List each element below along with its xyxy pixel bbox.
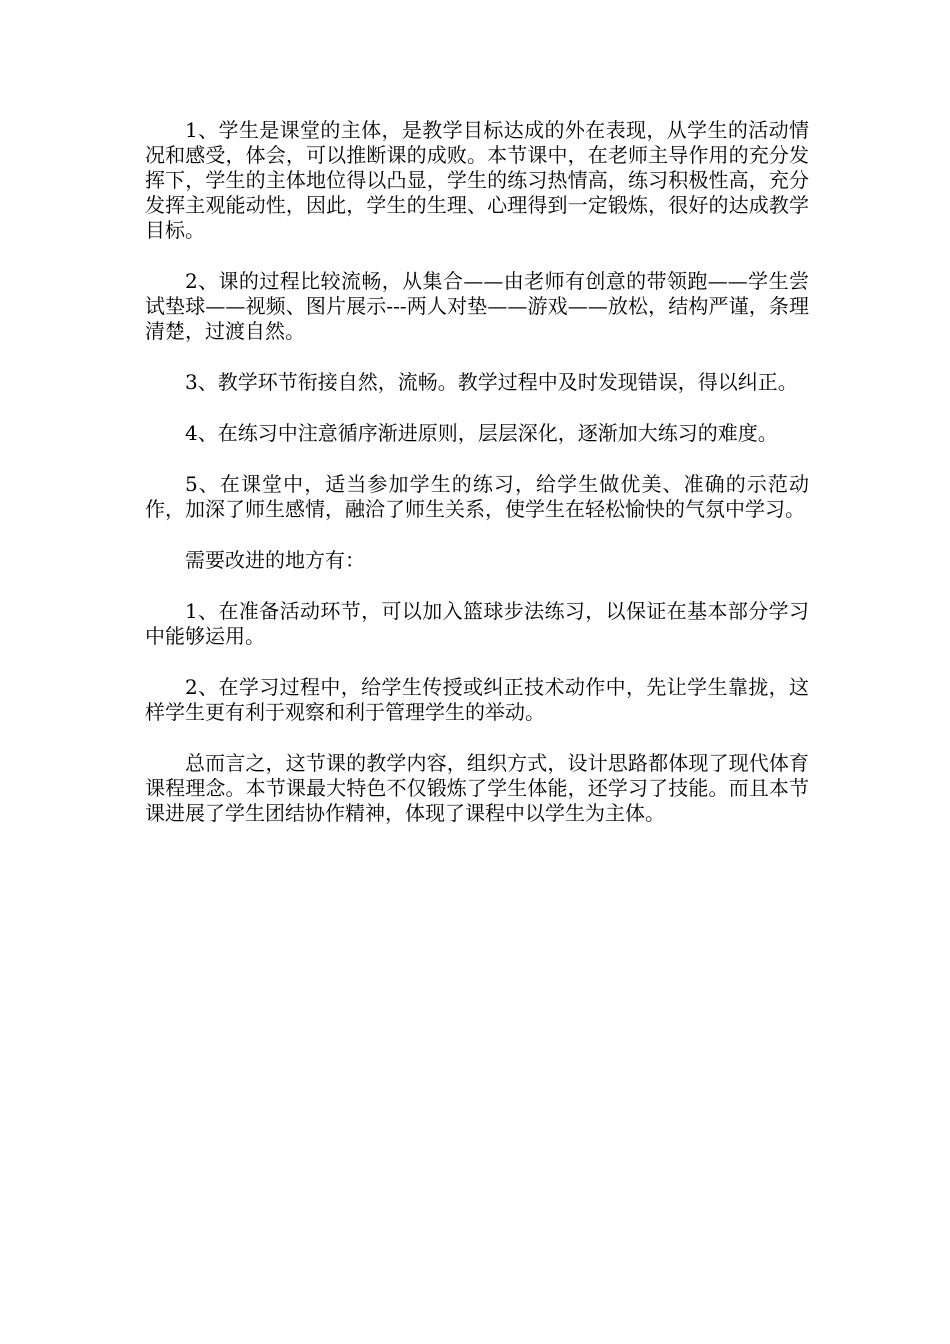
paragraph-3: 3、教学环节衔接自然，流畅。教学过程中及时发现错误，得以纠正。 <box>185 370 798 394</box>
paragraph-2: 2、课的过程比较流畅，从集合——由老师有创意的带领跑——学生尝试垫球——视频、图片展示---两人对垫——游戏——放松，结构严谨，条理清楚，过渡自然。 <box>145 269 809 343</box>
paragraph-4: 4、在练习中注意循序渐进原则，层层深化，逐渐加大练习的难度。 <box>185 421 778 445</box>
improvement-heading: 需要改进的地方有： <box>185 548 365 572</box>
improvement-item-2: 2、在学习过程中，给学生传授或纠正技术动作中，先让学生靠拢，这样学生更有利于观察和利于管理学生的举动。 <box>145 675 809 724</box>
conclusion-paragraph: 总而言之，这节课的教学内容，组织方式，设计思路都体现了现代体育课程理念。本节课最大特色不仅锻炼了学生体能，还学习了技能。而且本节课进展了学生团结协作精神，体现了课程中以学生为主体。 <box>145 751 809 825</box>
improvement-item-1: 1、在准备活动环节，可以加入篮球步法练习，以保证在基本部分学习中能够运用。 <box>145 599 809 648</box>
paragraph-5: 5、在课堂中，适当参加学生的练习，给学生做优美、准确的示范动作，加深了师生感情，融洽了师生关系，使学生在轻松愉快的气氛中学习。 <box>145 472 809 521</box>
paragraph-1: 1、学生是课堂的主体，是教学目标达成的外在表现，从学生的活动情况和感受，体会，可以推断课的成败。本节课中，在老师主导作用的充分发挥下，学生的主体地位得以凸显，学生的练习热情高，练习积极性高，充分发挥主观能动性，因此，学生的生理、心理得到一定锻炼，很好的达成教学目标。 <box>145 118 809 242</box>
document-page <box>145 118 809 852</box>
